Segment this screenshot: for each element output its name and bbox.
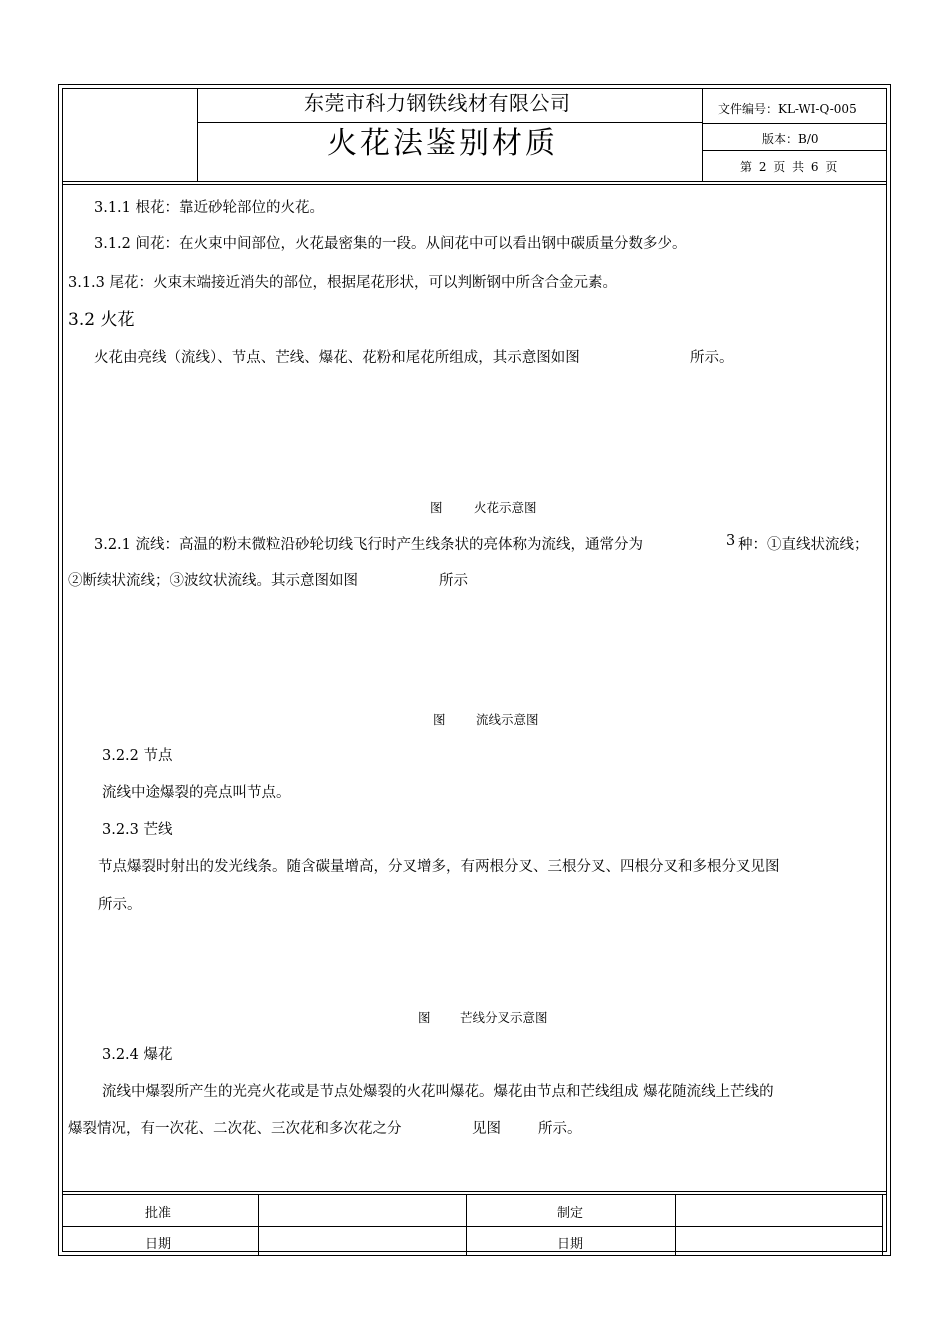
company-name: 东莞市科力钢铁线材有限公司 bbox=[304, 91, 571, 115]
footer-top-rule bbox=[62, 1191, 887, 1192]
para-3-1-2: 3.1.2 间花：在火束中间部位，火花最密集的一段。从间花中可以看出钢中碳质量分数多少。 bbox=[94, 236, 687, 252]
prepare-date-field[interactable] bbox=[677, 1228, 881, 1254]
para-3-2-4-line1: 流线中爆裂所产生的光亮火花或是节点处爆裂的火花叫爆花。爆花由节点和芒线组成 爆花随流线上芒线的 bbox=[102, 1084, 774, 1100]
footer-bottom-rule bbox=[62, 1255, 882, 1256]
para-3-2-1-line1-a: 3.2.1 流线：高温的粉末微粒沿砂轮切线飞行时产生线条状的亮体称为流线，通常分为 bbox=[94, 537, 644, 553]
para-3-2-4-line2-c: 所示。 bbox=[538, 1121, 582, 1137]
header-bottom-rule bbox=[62, 181, 887, 182]
heading-3-2-4: 3.2.4 爆花 bbox=[102, 1047, 173, 1063]
para-3-2-4-line2-a: 爆裂情况，有一次花、二次花、三次花和多次花之分 bbox=[68, 1121, 402, 1137]
footer-col-divider-1 bbox=[258, 1194, 259, 1255]
figure-caption-2-title: 流线示意图 bbox=[476, 712, 539, 727]
figure-caption-3-label: 图 bbox=[418, 1010, 431, 1025]
footer-col-divider-3 bbox=[675, 1194, 676, 1255]
section-heading-3-2: 3.2 火花 bbox=[68, 310, 135, 330]
document-title: 火花法鉴别材质 bbox=[327, 126, 558, 161]
prepare-label: 制定 bbox=[557, 1206, 584, 1221]
para-3-2-4-line2-b: 见图 bbox=[472, 1121, 501, 1137]
header-divider-right bbox=[702, 88, 703, 181]
para-3-2-1-line2-b: 所示 bbox=[439, 573, 468, 589]
header-divider-left bbox=[197, 88, 198, 181]
header-meta-rule-1 bbox=[702, 123, 887, 124]
date-label-approve: 日期 bbox=[145, 1237, 172, 1252]
approve-date-field[interactable] bbox=[260, 1228, 465, 1254]
footer-col-divider-2 bbox=[466, 1194, 467, 1255]
para-3-2-3-line1: 节点爆裂时射出的发光线条。随含碳量增高，分叉增多，有两根分叉、三根分叉、四根分叉和多根分叉见图 bbox=[98, 859, 780, 875]
para-3-2-a: 火花由亮线（流线）、节点、芒线、爆花、花粉和尾花所组成，其示意图如图 bbox=[94, 350, 580, 366]
header-meta-rule-2 bbox=[702, 150, 887, 151]
document-number: 文件编号：KL-WI-Q-005 bbox=[718, 102, 857, 116]
figure-caption-1-title: 火花示意图 bbox=[474, 500, 537, 515]
footer-middle-rule bbox=[62, 1226, 882, 1227]
para-3-2-1-line2-a: ②断续状流线；③波纹状流线。其示意图如图 bbox=[68, 573, 358, 589]
approve-label: 批准 bbox=[145, 1206, 172, 1221]
para-3-2-1-line1-c: 种：①直线状流线； bbox=[738, 537, 869, 553]
footer-top-rule-2 bbox=[62, 1194, 887, 1195]
footer-col-divider-4 bbox=[882, 1194, 883, 1255]
page-info: 第 2 页 共 6 页 bbox=[740, 160, 838, 174]
date-label-prepare: 日期 bbox=[557, 1237, 584, 1252]
heading-3-2-2: 3.2.2 节点 bbox=[102, 748, 173, 764]
para-3-2-2: 流线中途爆裂的亮点叫节点。 bbox=[102, 785, 291, 801]
header-bottom-rule-2 bbox=[62, 184, 887, 185]
page-border-inner bbox=[62, 88, 887, 1252]
para-3-2-1-line1-b: 3 bbox=[726, 533, 736, 549]
figure-caption-3-title: 芒线分叉示意图 bbox=[460, 1010, 548, 1025]
figure-caption-2-label: 图 bbox=[433, 712, 446, 727]
figure-caption-1-label: 图 bbox=[430, 500, 443, 515]
para-3-2-3-line2: 所示。 bbox=[98, 897, 142, 913]
para-3-1-3: 3.1.3 尾花：火束末端接近消失的部位，根据尾花形状，可以判断钢中所含合金元素。 bbox=[68, 275, 618, 291]
heading-3-2-3: 3.2.3 芒线 bbox=[102, 822, 173, 838]
version-label: 版本：B/0 bbox=[762, 132, 819, 146]
para-3-2-b: 所示。 bbox=[690, 350, 734, 366]
prepare-signature-field[interactable] bbox=[677, 1196, 881, 1225]
para-3-1-1: 3.1.1 根花：靠近砂轮部位的火花。 bbox=[94, 200, 325, 216]
approve-signature-field[interactable] bbox=[260, 1196, 465, 1225]
